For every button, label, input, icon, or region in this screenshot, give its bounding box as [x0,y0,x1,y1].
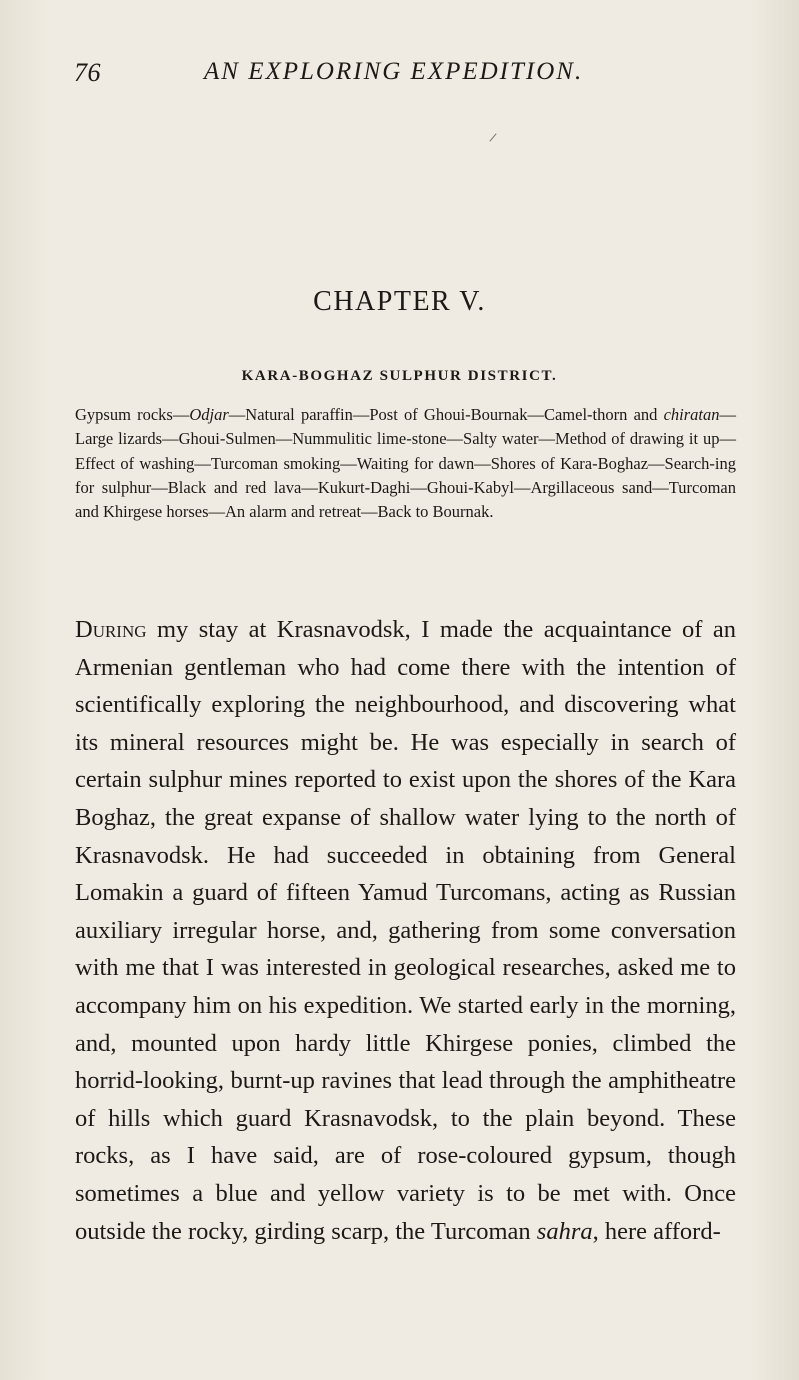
body-italic-sahra: sahra [536,1217,593,1245]
page-number: 76 [74,58,101,87]
running-head: AN EXPLORING EXPEDITION. [204,58,584,85]
body-text-main: my stay at Krasnavodsk, I made the acquaintance of an Armenian gentleman who had come there with the intention of scientifically exploring the neighbourhood, and discovering what its mineral resources might be. He was especially in search of certain sulphur mines reported to exist upon the shores of the Kara Boghaz, the great expanse of shallow water lying to the north of Krasnavodsk. He had succeeded in obtaining from General Lomakin a guard of fifteen Yamud Turcomans, acting as Russian auxiliary irregular horse, and, gathering from some conversation with me that I was interested in geological researches, asked me to accompany him on his expedition. We started early in the morning, and, mounted upon hardy little Khirgese ponies, climbed the horrid-looking, burnt-up ravines that lead through the amphitheatre of hills which guard Krasnavodsk, to the plain beyond. These rocks, as I have said, are of rose-coloured gypsum, though sometimes a blue and yellow variety is to be met with. Once outside the rocky, girding scarp, the Turcoman [75,616,736,1245]
body-text-end: , here afford- [592,1217,721,1245]
synopsis-italic-chiratan: chiratan [663,405,720,424]
page-header [74,58,736,94]
synopsis-text-3: —Large lizards—Ghoui-Sulmen—Nummulitic lime-stone—Salty water—Method of drawing it up—Effect of washing—Turcoman smoking—Waiting for dawn—Shores of Kara-Boghaz—Search-ing for sulphur—Black and red lava—Kukurt-Daghi—Ghoui-Kabyl—Argillaceous sand—Turcoman and Khirgese horses—An alarm and retreat—Back to Bournak. [75,405,736,522]
synopsis-text-2: —Natural paraffin—Post of Ghoui-Bournak—Camel-thorn and [228,405,664,424]
body-paragraph [75,611,736,1250]
chapter-subtitle: KARA-BOGHAZ SULPHUR DISTRICT. [241,368,558,384]
chapter-title: CHAPTER V. [313,286,486,317]
pencil-mark [489,133,496,141]
lead-word: During [75,616,147,643]
synopsis-italic-odjar: Odjar [189,405,229,424]
chapter-synopsis [75,403,736,524]
synopsis-text-1: Gypsum rocks— [75,405,190,424]
